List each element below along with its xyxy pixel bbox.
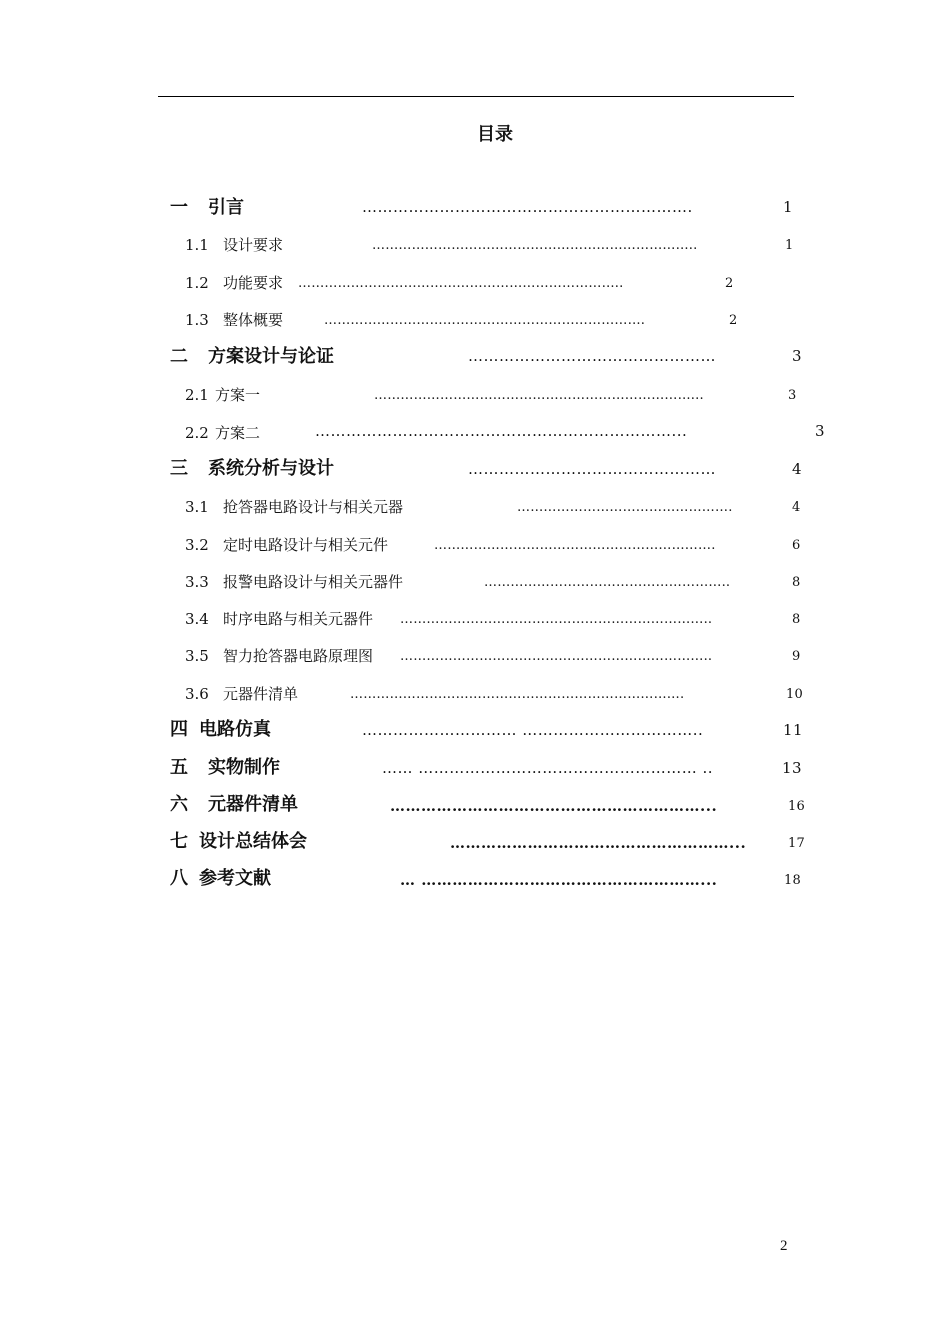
toc-entry[interactable] xyxy=(185,238,283,253)
toc-entry-number: 3.2 xyxy=(185,536,209,554)
toc-entry-title: 参考文献 xyxy=(199,868,271,889)
toc-entry-page: 16 xyxy=(788,799,805,814)
toc-entry-number: 3.3 xyxy=(185,573,209,591)
toc-entry-title: 报警电路设计与相关元器件 xyxy=(223,573,404,591)
toc-entry-title: 抢答器电路设计与相关元器 xyxy=(223,498,404,516)
toc-entry-title: 方案一 xyxy=(215,386,261,404)
toc-entry-title: 元器件清单 xyxy=(223,685,299,703)
toc-entry-page: 9 xyxy=(792,649,801,664)
toc-entry-number: 3.4 xyxy=(185,610,209,628)
toc-entry-number: 3.1 xyxy=(185,498,209,516)
toc-entry-title: 时序电路与相关元器件 xyxy=(223,610,374,628)
toc-entry[interactable] xyxy=(185,649,373,664)
toc-leader-dots: ……………………………………………….. xyxy=(484,575,731,590)
toc-entry-title: 方案设计与论证 xyxy=(208,346,334,367)
toc-entry-title: 实物制作 xyxy=(208,757,280,778)
toc-entry-number: 1.1 xyxy=(185,236,209,254)
toc-entry-number: 1.2 xyxy=(185,274,209,292)
toc-entry-page: 8 xyxy=(792,612,801,627)
toc-entry-number: 三 xyxy=(170,458,188,479)
toc-entry-title: 整体概要 xyxy=(223,311,284,329)
header-rule xyxy=(158,96,794,97)
toc-entry-page: 1 xyxy=(785,238,794,253)
toc-entry-page: 1 xyxy=(783,198,794,216)
toc-entry[interactable] xyxy=(185,276,283,291)
toc-leader-dots: ………………………………………………... xyxy=(450,834,747,852)
toc-leader-dots: ………………………………………… xyxy=(468,460,716,478)
toc-leader-dots: ………………………… …………………………….. xyxy=(362,721,704,739)
toc-entry-page: 17 xyxy=(788,836,805,851)
toc-entry-page: 13 xyxy=(782,759,803,777)
toc-entry-title: 定时电路设计与相关元件 xyxy=(223,536,389,554)
toc-entry[interactable] xyxy=(170,460,334,478)
toc-entry-number: 七 xyxy=(170,831,188,852)
toc-entry-title: 设计要求 xyxy=(223,236,284,254)
toc-entry[interactable] xyxy=(185,538,388,553)
toc-leader-dots: …………………………………………………………….. xyxy=(400,612,713,627)
toc-leader-dots: ……………………………………………………... xyxy=(390,797,718,815)
toc-leader-dots: ………………………………………………………………. xyxy=(324,313,646,328)
toc-entry-page: 2 xyxy=(729,313,738,328)
toc-leader-dots: ………………………………………………………. xyxy=(434,538,716,553)
toc-leader-dots: ………………………………………………………………... xyxy=(374,388,704,403)
toc-entry-page: 8 xyxy=(792,575,801,590)
toc-entry-number: 1.3 xyxy=(185,311,209,329)
toc-entry-title: 智力抢答器电路原理图 xyxy=(223,647,374,665)
toc-leader-dots: …………………………………………………………………. xyxy=(350,687,685,702)
toc-entry[interactable] xyxy=(185,426,260,441)
toc-leader-dots: ………………………………………………………. xyxy=(362,198,693,216)
toc-entry[interactable] xyxy=(185,612,373,627)
toc-entry-page: 4 xyxy=(792,460,803,478)
toc-entry[interactable] xyxy=(170,759,280,777)
toc-entry-page: 18 xyxy=(784,873,801,888)
toc-entry-number: 五 xyxy=(170,757,188,778)
toc-entry-number: 二 xyxy=(170,346,188,367)
toc-entry-number: 2.2 xyxy=(185,424,209,442)
toc-leader-dots: ……………………………………………………………….. xyxy=(298,276,624,291)
toc-entry-title: 元器件清单 xyxy=(208,794,298,815)
toc-entry-number: 六 xyxy=(170,794,188,815)
toc-entry[interactable] xyxy=(185,500,403,515)
toc-entry[interactable] xyxy=(185,388,260,403)
toc-entry-page: 2 xyxy=(725,276,734,291)
toc-entry-page: 11 xyxy=(783,721,804,739)
toc-entry-number: 八 xyxy=(170,868,188,889)
toc-entry[interactable] xyxy=(170,870,271,888)
toc-title: 目录 xyxy=(477,124,513,145)
toc-entry[interactable] xyxy=(170,348,334,366)
toc-entry[interactable] xyxy=(185,575,403,590)
toc-entry-title: 方案二 xyxy=(215,424,261,442)
toc-entry[interactable] xyxy=(185,687,298,702)
toc-entry-title: 设计总结体会 xyxy=(199,831,307,852)
toc-entry-page: 3 xyxy=(815,422,826,440)
toc-leader-dots: ………………………………………… xyxy=(468,347,716,365)
toc-entry[interactable] xyxy=(170,199,244,217)
toc-entry-number: 四 xyxy=(170,719,188,740)
toc-entry-title: 功能要求 xyxy=(223,274,284,292)
toc-entry-page: 4 xyxy=(792,500,801,515)
toc-entry-title: 电路仿真 xyxy=(199,719,271,740)
page-number: 2 xyxy=(780,1238,788,1254)
toc-leader-dots: …… ……………………………………………… .. xyxy=(382,759,714,777)
toc-entry[interactable] xyxy=(170,833,307,851)
toc-entry-number: 一 xyxy=(170,197,188,218)
toc-entry-page: 3 xyxy=(792,347,803,365)
toc-entry-title: 引言 xyxy=(208,197,244,218)
toc-entry-page: 3 xyxy=(788,388,797,403)
toc-leader-dots: …………………………………………………………….. xyxy=(400,649,713,664)
toc-entry[interactable] xyxy=(170,721,271,739)
toc-entry-title: 系统分析与设计 xyxy=(208,458,334,479)
toc-leader-dots: ……………………………………………………………... xyxy=(315,422,688,440)
toc-entry[interactable] xyxy=(170,796,298,814)
toc-leader-dots: … ………………………………………………... xyxy=(400,871,718,889)
toc-leader-dots: ……………………………………………………………….. xyxy=(372,238,698,253)
toc-entry[interactable] xyxy=(185,313,283,328)
toc-entry-number: 2.1 xyxy=(185,386,209,404)
toc-leader-dots: …………………………………………. xyxy=(517,500,733,515)
toc-entry-number: 3.6 xyxy=(185,685,209,703)
toc-entry-page: 10 xyxy=(786,687,803,702)
toc-entry-number: 3.5 xyxy=(185,647,209,665)
toc-entry-page: 6 xyxy=(792,538,801,553)
